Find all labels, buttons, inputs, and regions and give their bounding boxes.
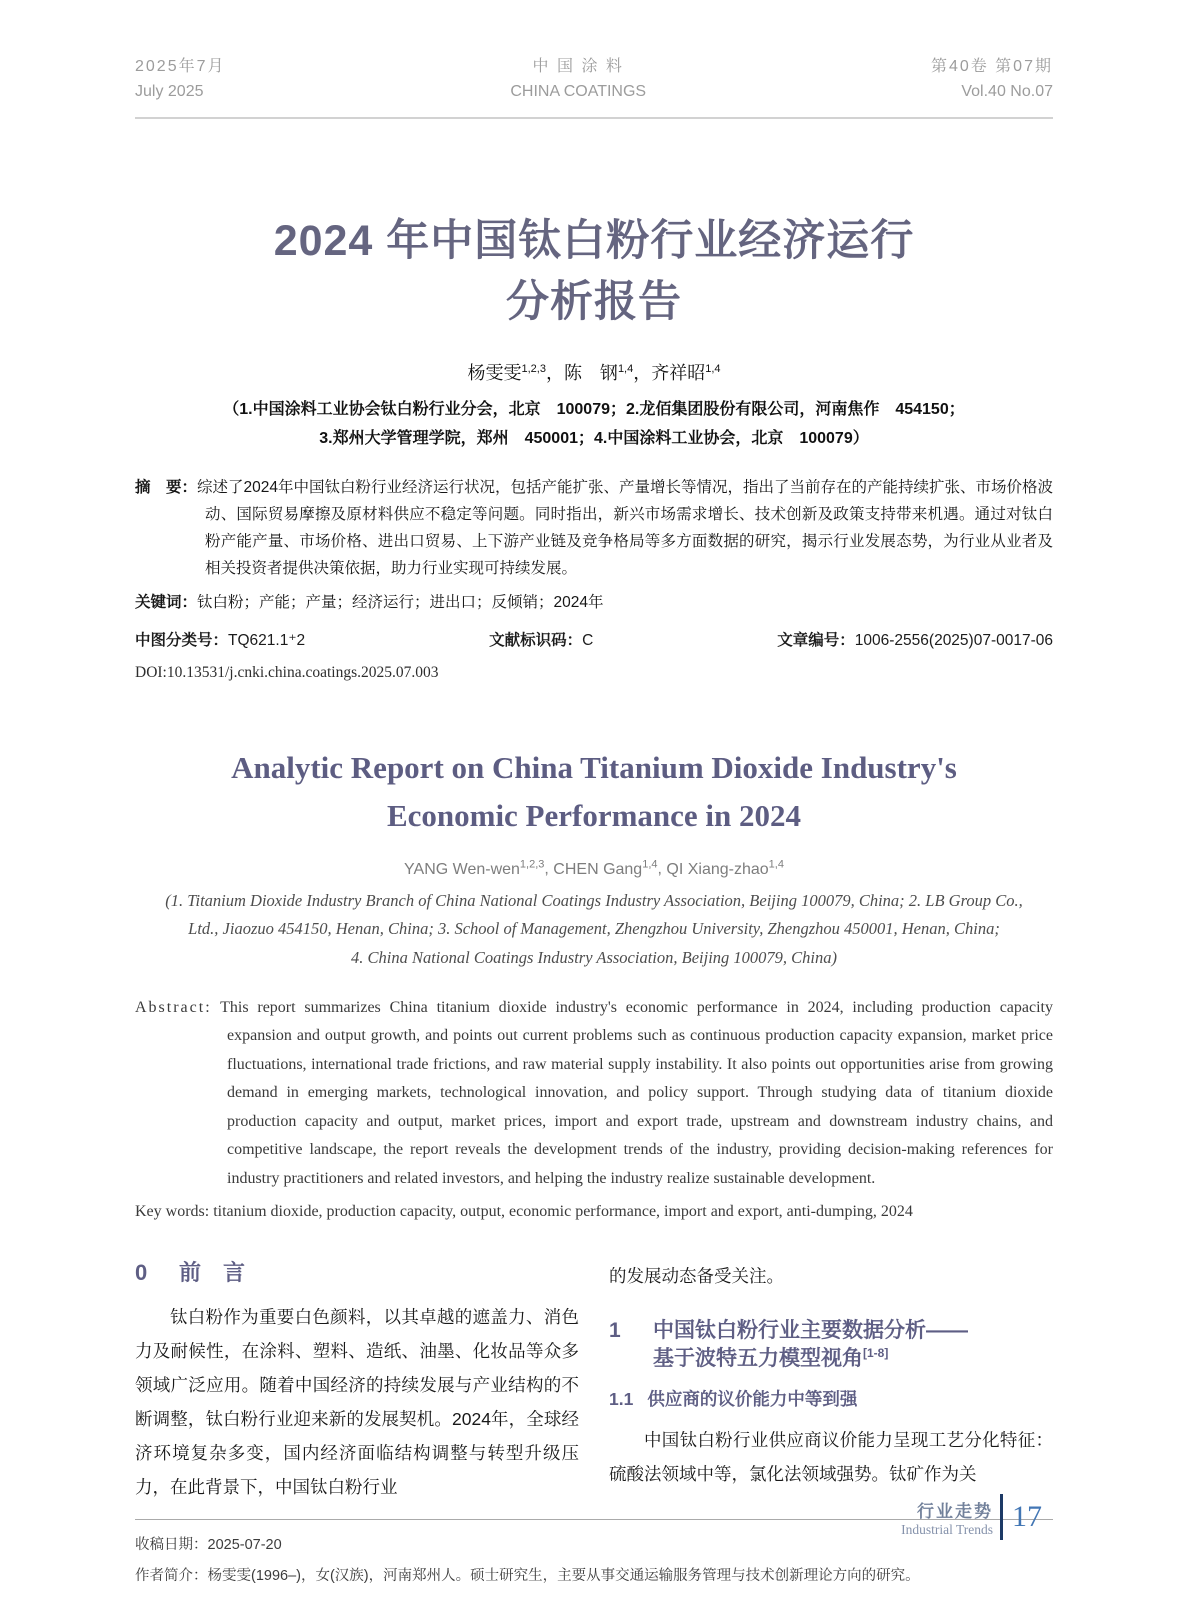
clc-value: TQ621.1⁺2 [228, 632, 306, 650]
right-column [609, 1259, 1053, 1505]
keywords-en-label: Key words: [135, 1203, 210, 1221]
article-title-en-line2: Economic Performance in 2024 [386, 798, 802, 834]
author-en-3-sup: 1,4 [768, 858, 784, 871]
section-1-title [653, 1317, 1053, 1372]
author-cn-3-name: 齐祥昭 [651, 362, 706, 383]
section-1-number: 1 [609, 1319, 621, 1343]
section-1-1-number: 1.1 [609, 1388, 634, 1409]
section-1-citation: [1-8] [863, 1345, 889, 1360]
header-divider [135, 117, 1053, 119]
footer-divider-bar [1000, 1494, 1003, 1540]
header-date-cn: 2025年7月 [135, 58, 226, 75]
column-name [901, 1497, 993, 1538]
author-cn-1-name: 杨雯雯 [467, 362, 522, 383]
document-code [489, 628, 593, 650]
affiliations-en-line2: Ltd., Jiaozuo 454150, Henan, China; 3. School of Management, Zhengzhou University, Zhengzhou 450001, Henan, China; [188, 919, 1000, 939]
affiliations-cn [135, 395, 1053, 454]
page-footer [901, 1494, 1042, 1540]
article-title-en-line1: Analytic Report on China Titanium Dioxide Industry's [231, 750, 957, 786]
section-0-paragraph: 钛白粉作为重要白色颜料，以其卓越的遮盖力、消色力及耐候性，在涂料、塑料、造纸、油墨、化妆品等众多领域广泛应用。随着中国经济的持续发展与产业结构的不断调整，钛白粉行业迎来新的发展契机。2024年，全球经济环境复杂多变，国内经济面临结构调整与转型升级压力，在此背景下，中国钛白粉行业 [135, 1306, 579, 1497]
section-1-title-line1: 中国钛白粉行业主要数据分析—— [653, 1319, 968, 1343]
author-cn-2 [564, 363, 633, 383]
author-en-1-name: YANG Wen-wen [404, 860, 520, 878]
abstract-en-text: This report summarizes China titanium dioxide industry's economic performance in 2024, including production capacity expansion and output growth, and points out current problems such as continuous production capacity expansion, market price fluctuations, international trade frictions, and raw material supply instability. It also points out opportunities arise from growing demand in emerging markets, technological innovation, and policy support. Through studying data of titanium dioxide production capacity and output, market prices, import and export trade, upstream and downstream industry chains, and competitive landscape, the report reveals the development trends of the industry, providing decision-making references for industry practitioners and related investors, and helping the industry realize sustainable development. [220, 998, 1053, 1187]
header-journal [510, 55, 646, 105]
authors-en [135, 858, 1053, 878]
author-separator: ， [545, 362, 564, 383]
author-en-1-sup: 1,2,3 [519, 858, 545, 871]
clc-label: 中图分类号： [135, 632, 229, 650]
keywords-cn [135, 590, 1053, 612]
keywords-en [135, 1203, 1053, 1221]
author-en-2-name: CHEN Gang [553, 860, 643, 878]
keywords-cn-label: 关键词： [135, 594, 198, 612]
article-title-cn [135, 211, 1053, 333]
affiliations-en-line3: 4. China National Coatings Industry Association, Beijing 100079, China) [350, 947, 837, 967]
author-en-2-sup: 1,4 [642, 858, 658, 871]
author-cn-1-sup: 1,2,3 [521, 362, 546, 375]
section-1-1-heading [609, 1386, 1053, 1411]
abstract-en-label: Abstract: [135, 998, 212, 1016]
section-0-title: 前 言 [179, 1260, 246, 1286]
left-column [135, 1259, 579, 1505]
article-title-cn-line1: 2024 年中国钛白粉行业经济运行 [273, 216, 915, 265]
column-name-en: Industrial Trends [901, 1521, 993, 1537]
header-journal-cn: 中 国 涂 料 [532, 58, 624, 75]
author-bio: 作者简介：杨雯雯(1996–)，女(汉族)，河南郑州人。硕士研究生，主要从事交通运输服务管理与技术创新理论方向的研究。 [135, 1567, 920, 1584]
document-code-value: C [582, 632, 594, 650]
section-0-heading [135, 1259, 579, 1288]
keywords-en-text: titanium dioxide, production capacity, output, economic performance, import and export, anti-dumping, 2024 [213, 1203, 913, 1221]
abstract-en-spacer [212, 999, 221, 1016]
doi: DOI:10.13531/j.cnki.china.coatings.2025.07.003 [135, 664, 439, 682]
article-title-en [135, 744, 1053, 840]
author-en-2 [553, 858, 658, 878]
author-cn-3-sup: 1,4 [705, 362, 721, 375]
article-id [777, 628, 1053, 650]
abstract-cn-text: 综述了2024年中国钛白粉行业经济运行状况，包括产能扩张、产量增长等情况，指出了当前存在的产能持续扩张、市场价格波动、国际贸易摩擦及原材料供应不稳定等问题。同时指出，新兴市场需求增长、技术创新及政策支持带来机遇。通过对钛白粉产能产量、市场价格、进出口贸易、上下游产业链及竞争格局等多方面数据的研究，揭示行业发展态势，为行业从业者及相关投资者提供决策依据，助力行业实现可持续发展。 [197, 478, 1054, 578]
author-separator: , [657, 860, 667, 878]
author-cn-2-sup: 1,4 [617, 362, 634, 375]
affiliations-en [135, 887, 1053, 972]
author-separator: , [544, 860, 554, 878]
affiliations-en-line1: (1. Titanium Dioxide Industry Branch of China National Coatings Industry Association, Beijing 100079, China; 2. LB Group Co., [165, 890, 1023, 910]
affiliations-cn-line2: 3.郑州大学管理学院，郑州 450001；4.中国涂料工业协会，北京 100079） [319, 430, 869, 448]
article-meta-row [135, 628, 1053, 650]
header-issue [931, 55, 1053, 105]
page-number: 17 [1012, 1500, 1042, 1533]
page-content [135, 0, 1053, 1591]
received-date: 收稿日期：2025-07-20 [135, 1537, 282, 1554]
author-cn-2-name: 陈 钢 [563, 362, 618, 383]
section-1-heading [609, 1317, 1053, 1372]
author-en-3 [666, 858, 784, 878]
author-cn-3 [651, 363, 720, 383]
keywords-cn-text: 钛白粉；产能；产量；经济运行；进出口；反倾销；2024年 [197, 594, 604, 612]
affiliations-cn-line1: （1.中国涂料工业协会钛白粉行业分会，北京 100079；2.龙佰集团股份有限公司，河南焦作 454150； [223, 400, 965, 418]
header-date [135, 55, 226, 105]
clc-number [135, 628, 305, 650]
header-issue-cn: 第40卷 第07期 [930, 58, 1053, 75]
article-id-value: 1006-2556(2025)07-0017-06 [854, 632, 1053, 650]
continuation-paragraph: 的发展动态备受关注。 [609, 1266, 784, 1287]
section-0-number: 0 [135, 1260, 148, 1286]
author-cn-1 [467, 363, 545, 383]
body-columns [135, 1259, 1053, 1505]
section-1-1-title: 供应商的议价能力中等到强 [647, 1388, 858, 1409]
header-date-en: July 2025 [135, 82, 204, 100]
header-issue-en: Vol.40 No.07 [961, 82, 1053, 100]
abstract-cn [135, 474, 1053, 583]
abstract-en [135, 994, 1053, 1193]
column-name-cn: 行业走势 [917, 1501, 993, 1521]
document-code-label: 文献标识码： [489, 632, 583, 650]
author-en-3-name: QI Xiang-zhao [666, 860, 769, 878]
authors-cn [135, 359, 1053, 385]
section-1-title-line2: 基于波特五力模型视角 [653, 1346, 863, 1370]
article-title-cn-line2: 分析报告 [506, 277, 682, 326]
section-1-1-paragraph: 中国钛白粉行业供应商议价能力呈现工艺分化特征：硫酸法领域中等，氯化法领域强势。钛矿作为关 [609, 1429, 1053, 1484]
article-id-label: 文章编号： [777, 632, 855, 650]
header-journal-en: CHINA COATINGS [510, 82, 647, 100]
abstract-cn-label: 摘 要： [135, 478, 198, 496]
journal-header [135, 0, 1053, 105]
author-en-1 [404, 858, 545, 878]
author-separator: ， [633, 362, 652, 383]
